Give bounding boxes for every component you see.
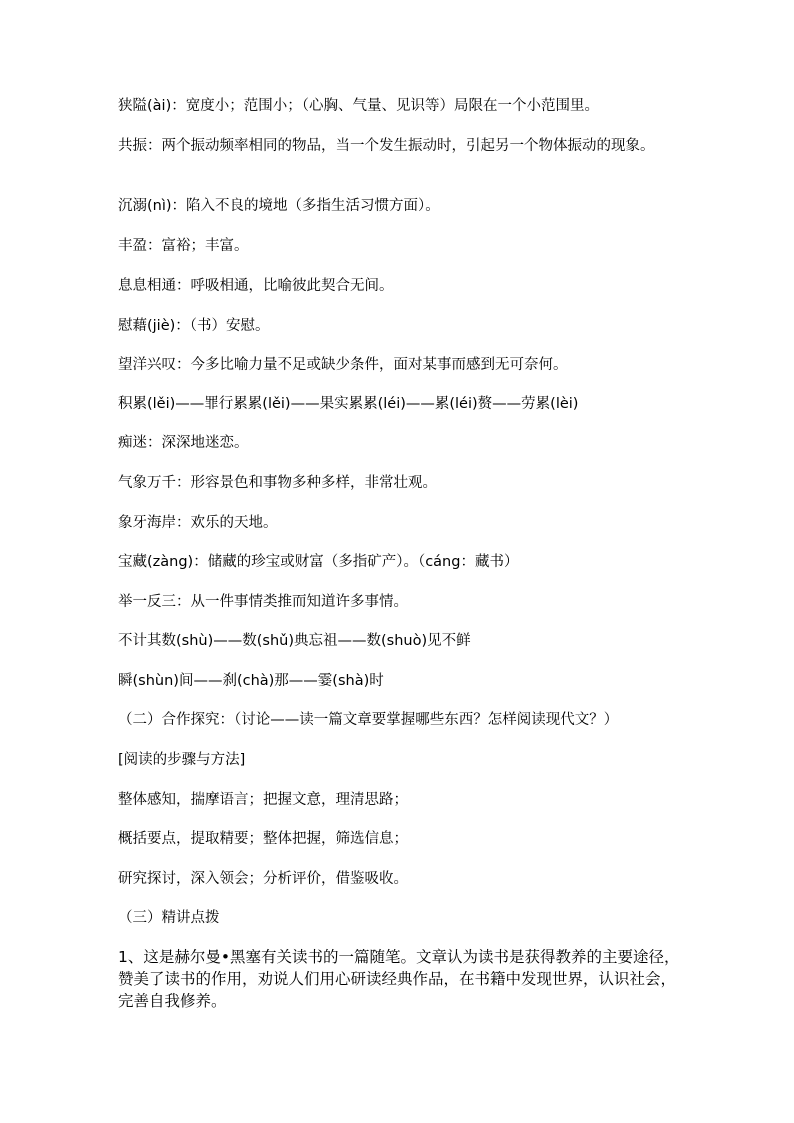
vocab-weijie: 慰藉(jiè)：（书）安慰。: [118, 318, 270, 334]
vocab-chenni: 沉溺(nì)：陷入不良的境地（多指生活习惯方面）。: [118, 198, 440, 214]
vocab-qixiangwanqian: 气象万千：形容景色和事物多种多样，非常壮观。: [118, 475, 437, 491]
vocab-chimi: 痴迷：深深地迷恋。: [118, 435, 249, 451]
reading-step-3: 研究探讨，深入领会；分析评价，借鉴吸收。: [118, 871, 408, 887]
vocab-juyifansan: 举一反三：从一件事情类推而知道许多事情。: [118, 594, 408, 610]
vocab-wangyangxingtan: 望洋兴叹：今多比喻力量不足或缺少条件，面对某事而感到无可奈何。: [118, 357, 568, 373]
point-1-paragraph: 1、这是赫尔曼•黑塞有关读书的一篇随笔。文章认为读书是获得教养的主要途径，赞美了读书的作用，劝说人们用心研读经典作品，在书籍中发现世界，认识社会，完善自我修养。: [118, 948, 680, 1010]
vocab-fengying: 丰盈：富裕；丰富。: [118, 238, 249, 254]
vocab-gongzhen: 共振：两个振动频率相同的物品，当一个发生振动时，引起另一个物体振动的现象。: [118, 138, 655, 154]
vocab-shunjian: 瞬(shùn)间——刹(chà)那——霎(shà)时: [118, 673, 384, 689]
reading-step-1: 整体感知，揣摩语言；把握文意，理清思路；: [118, 792, 408, 808]
section-hezuotanjiu: （二）合作探究：（讨论——读一篇文章要掌握哪些东西？怎样阅读现代文？）: [118, 712, 619, 728]
section-jingjiangdianbo: （三）精讲点拨: [118, 910, 220, 926]
vocab-xiaai: 狭隘(ài)：宽度小；范围小；（心胸、气量、见识等）局限在一个小范围里。: [118, 98, 599, 114]
vocab-xixixiangtong: 息息相通：呼吸相通，比喻彼此契合无间。: [118, 278, 394, 294]
reading-step-2: 概括要点，提取精要；整体把握，筛选信息；: [118, 831, 408, 847]
vocab-leilei: 积累(lěi)——罪行累累(lěi)——果实累累(léi)——累(léi)赘——劳累(lèi): [118, 396, 579, 412]
vocab-xiangyahaian: 象牙海岸：欢乐的天地。: [118, 515, 278, 531]
vocab-baozang: 宝藏(zàng)：储藏的珍宝或财富（多指矿产）。（cáng：藏书）: [118, 554, 519, 570]
vocab-bujiqishu: 不计其数(shù)——数(shǔ)典忘祖——数(shuò)见不鲜: [118, 633, 471, 649]
reading-steps-heading: [阅读的步骤与方法]: [118, 752, 246, 768]
